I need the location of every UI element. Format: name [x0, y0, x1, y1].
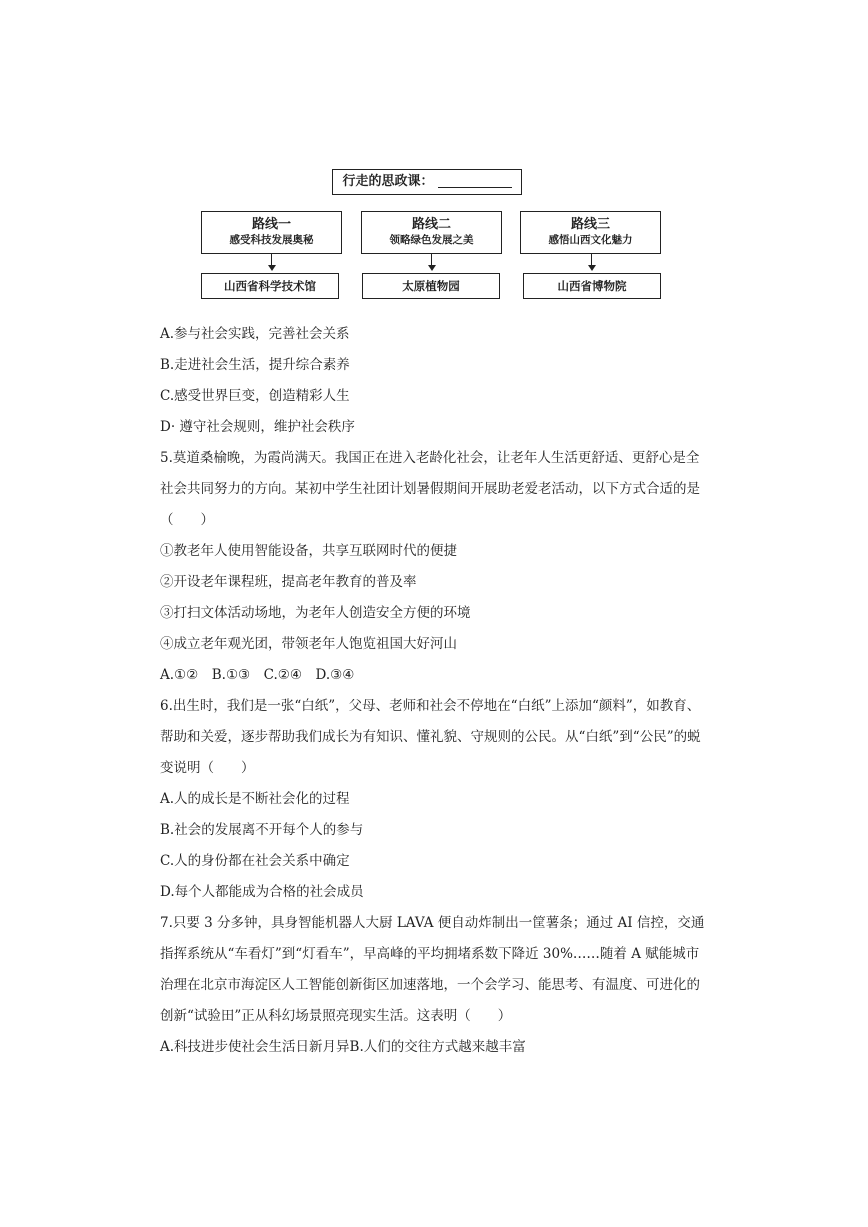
arrow-down-icon — [428, 265, 436, 271]
arrow-down-icon — [588, 265, 596, 271]
route-name: 路线二 — [411, 217, 451, 232]
venue-box-3 — [523, 273, 661, 299]
diagram-title-box — [332, 169, 522, 195]
route-subtitle: 领略绿色发展之美 — [389, 234, 474, 246]
route-diagram — [0, 0, 868, 310]
text-line: D.每个人都能成为合格的社会成员 — [160, 884, 364, 900]
text-line: （ ） — [160, 512, 214, 528]
text-line: A.人的成长是不断社会化的过程 — [160, 791, 350, 807]
text-line: C.人的身份都在社会关系中确定 — [160, 853, 350, 869]
text-line: ①教老年人使用智能设备，共享互联网时代的便捷 — [160, 543, 457, 559]
route-box-3 — [520, 211, 661, 254]
text-line: A.①② B.①③ C.②④ D.③④ — [160, 667, 355, 683]
route-subtitle: 感受科技发展奥秘 — [229, 234, 314, 246]
text-line: 7.只要 3 分多钟，具身智能机器人大厨 LAVA 便自动炸制出一筐薯条；通过 AI 信控，交通 — [160, 915, 705, 931]
route-name: 路线一 — [251, 217, 291, 232]
venue-label: 山西省科学技术馆 — [224, 279, 316, 293]
venue-label: 太原植物园 — [402, 279, 460, 293]
text-line: 6.出生时，我们是一张“白纸”，父母、老师和社会不停地在“白纸”上添加“颜料”，如教育、 — [160, 698, 701, 714]
text-line: 帮助和关爱，逐步帮助我们成长为有知识、懂礼貌、守规则的公民。从“白纸”到“公民”的蜕 — [160, 729, 701, 745]
text-line: 创新“试验田”正从科幻场景照亮现实生活。这表明（ ） — [160, 1008, 512, 1024]
text-line: 变说明（ ） — [160, 760, 255, 776]
title-blank — [438, 175, 512, 188]
route-name: 路线三 — [570, 217, 610, 232]
text-line: B.走进社会生活，提升综合素养 — [160, 357, 350, 373]
venue-label: 山西省博物院 — [557, 279, 627, 293]
venue-box-2 — [362, 273, 500, 299]
text-line: 社会共同努力的方向。某初中学生社团计划暑假期间开展助老爱老活动，以下方式合适的是 — [160, 481, 700, 497]
diagram-title: 行走的思政课： — [342, 174, 434, 189]
text-line: 5.莫道桑榆晚，为霞尚满天。我国正在进入老龄化社会，让老年人生活更舒适、更舒心是全 — [160, 450, 700, 466]
venue-box-1 — [201, 273, 339, 299]
text-line: A.科技进步使社会生活日新月异B.人们的交往方式越来越丰富 — [160, 1039, 526, 1055]
text-line: B.社会的发展离不开每个人的参与 — [160, 822, 364, 838]
text-line: D· 遵守社会规则，维护社会秩序 — [160, 419, 355, 435]
text-line: ③打扫文体活动场地，为老年人创造安全方便的环境 — [160, 605, 471, 621]
text-line: ②开设老年课程班，提高老年教育的普及率 — [160, 574, 417, 590]
text-line: ④成立老年观光团，带领老年人饱览祖国大好河山 — [160, 636, 457, 652]
route-box-2 — [361, 211, 502, 254]
route-box-1 — [201, 211, 342, 254]
route-subtitle: 感悟山西文化魅力 — [548, 234, 633, 246]
text-line: A.参与社会实践，完善社会关系 — [160, 326, 350, 342]
text-line: C.感受世界巨变，创造精彩人生 — [160, 388, 350, 404]
text-line: 指挥系统从“车看灯”到“灯看车”，早高峰的平均拥堵系数下降近 30%……随着 A 赋能城市 — [160, 946, 700, 962]
arrow-down-icon — [268, 265, 276, 271]
text-line: 治理在北京市海淀区人工智能创新街区加速落地，一个会学习、能思考、有温度、可进化的 — [160, 977, 700, 993]
